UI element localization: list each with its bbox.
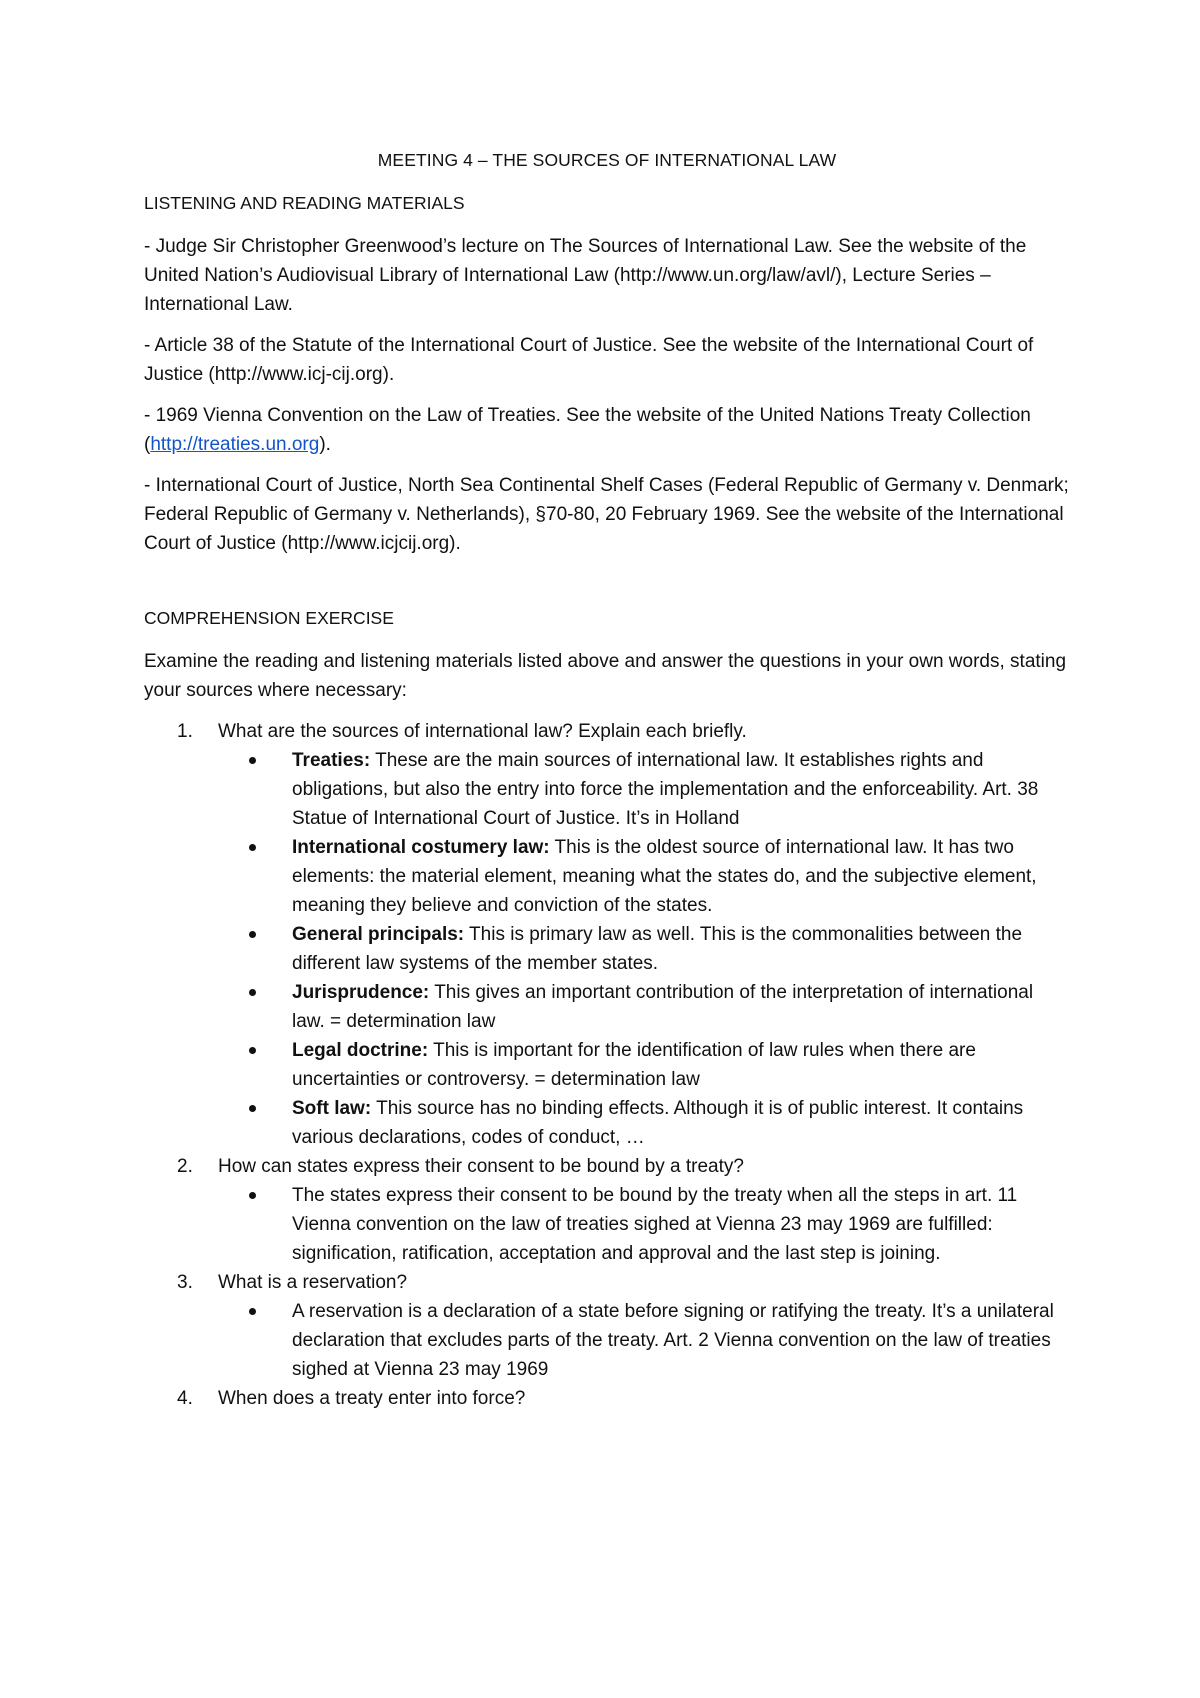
exercise-instructions: Examine the reading and listening materials listed above and answer the questions in your own words, stating your sources where necessary: — [144, 651, 1067, 701]
question-list — [144, 717, 1070, 1413]
answer-text: The states express their consent to be bound by the treaty when all the steps in art. 11 Vienna convention on the law of treaties sighed at Vienna 23 may 1969 are fulfilled: signification, ratification, acceptation and approval and the last step is joining. — [292, 1185, 1018, 1264]
bullet-icon — [249, 844, 256, 851]
bullet-icon — [249, 1308, 256, 1315]
answer-text: This source has no binding effects. Although it is of public interest. It contains various declarations, codes of conduct, … — [292, 1098, 1024, 1148]
answer-item — [218, 978, 1070, 1036]
bullet-icon — [249, 1192, 256, 1199]
answer-term: International costumery law: — [292, 837, 550, 858]
bullet-icon — [249, 1047, 256, 1054]
materials-list — [144, 232, 1070, 558]
question-item — [144, 1384, 1070, 1413]
answer-item — [218, 1297, 1070, 1384]
question-item — [144, 1152, 1070, 1268]
bullet-icon — [249, 989, 256, 996]
exercise-heading: COMPREHENSION EXERCISE — [144, 608, 394, 628]
bullet-icon — [249, 931, 256, 938]
material-item: - Judge Sir Christopher Greenwood’s lecture on The Sources of International Law. See the website of the United Nation’s Audiovisual Library of International Law (http://www.un.org/law/avl/), Lecture Series – International Law. — [144, 236, 1027, 315]
answer-text: This gives an important contribution of the interpretation of international law. = determination law — [292, 982, 1034, 1032]
question-item — [144, 717, 1070, 1152]
answer-term: Legal doctrine: — [292, 1040, 429, 1061]
material-item: - Article 38 of the Statute of the International Court of Justice. See the website of the International Court of Justice (http://www.icj-cij.org). — [144, 335, 1034, 385]
answer-item — [218, 920, 1070, 978]
answer-item — [218, 833, 1070, 920]
answer-text: These are the main sources of international law. It establishes rights and obligations, but also the entry into force the implementation and the enforceability. Art. 38 Statue of International Court of Justice. It’s in Holland — [292, 750, 1039, 829]
answer-text: A reservation is a declaration of a state before signing or ratifying the treaty. It’s a unilateral declaration that excludes parts of the treaty. Art. 2 Vienna convention on the law of treaties sighed at Vienna 23 may 1969 — [292, 1301, 1054, 1380]
bullet-icon — [249, 1105, 256, 1112]
answer-item — [218, 1094, 1070, 1152]
question-text: When does a treaty enter into force? — [218, 1388, 526, 1409]
material-text: ). — [319, 434, 331, 455]
answer-text: This is the oldest source of international law. It has two elements: the material element, meaning what the states do, and the subjective element, meaning they believe and conviction of the states. — [292, 837, 1037, 916]
answer-term: Treaties: — [292, 750, 371, 771]
question-text: What is a reservation? — [218, 1272, 408, 1293]
answer-term: General principals: — [292, 924, 465, 945]
question-number: 4. — [177, 1388, 193, 1409]
answer-text: This is important for the identification of law rules when there are uncertainties or controversy. = determination law — [292, 1040, 976, 1090]
answer-text: This is primary law as well. This is the commonalities between the different law systems of the member states. — [292, 924, 1023, 974]
bullet-icon — [249, 757, 256, 764]
answer-item — [218, 1181, 1070, 1268]
materials-heading: LISTENING AND READING MATERIALS — [144, 193, 465, 213]
question-text: How can states express their consent to be bound by a treaty? — [218, 1156, 744, 1177]
answer-item — [218, 1036, 1070, 1094]
treaties-link[interactable]: http://treaties.un.org — [150, 434, 320, 455]
answer-list — [218, 746, 1070, 1152]
answer-list — [218, 1181, 1070, 1268]
question-text: What are the sources of international law? Explain each briefly. — [218, 721, 747, 742]
question-number: 1. — [177, 721, 193, 742]
answer-term: Soft law: — [292, 1098, 372, 1119]
material-item: - International Court of Justice, North Sea Continental Shelf Cases (Federal Republic of Germany v. Denmark; Federal Republic of Germany v. Netherlands), §70-80, 20 February 1969. See the website of the International Court of Justice (http://www.icjcij.org). — [144, 475, 1069, 554]
answer-term: Jurisprudence: — [292, 982, 430, 1003]
answer-item — [218, 746, 1070, 833]
question-number: 3. — [177, 1272, 193, 1293]
material-text: - 1969 Vienna Convention on the Law of Treaties. See the website of the United Nations Treaty Collection ( — [144, 405, 1031, 455]
material-item — [144, 401, 1070, 459]
spacer — [144, 570, 1070, 604]
question-number: 2. — [177, 1156, 193, 1177]
document-title: MEETING 4 – THE SOURCES OF INTERNATIONAL LAW — [377, 150, 837, 170]
answer-list — [218, 1297, 1070, 1384]
question-item — [144, 1268, 1070, 1384]
